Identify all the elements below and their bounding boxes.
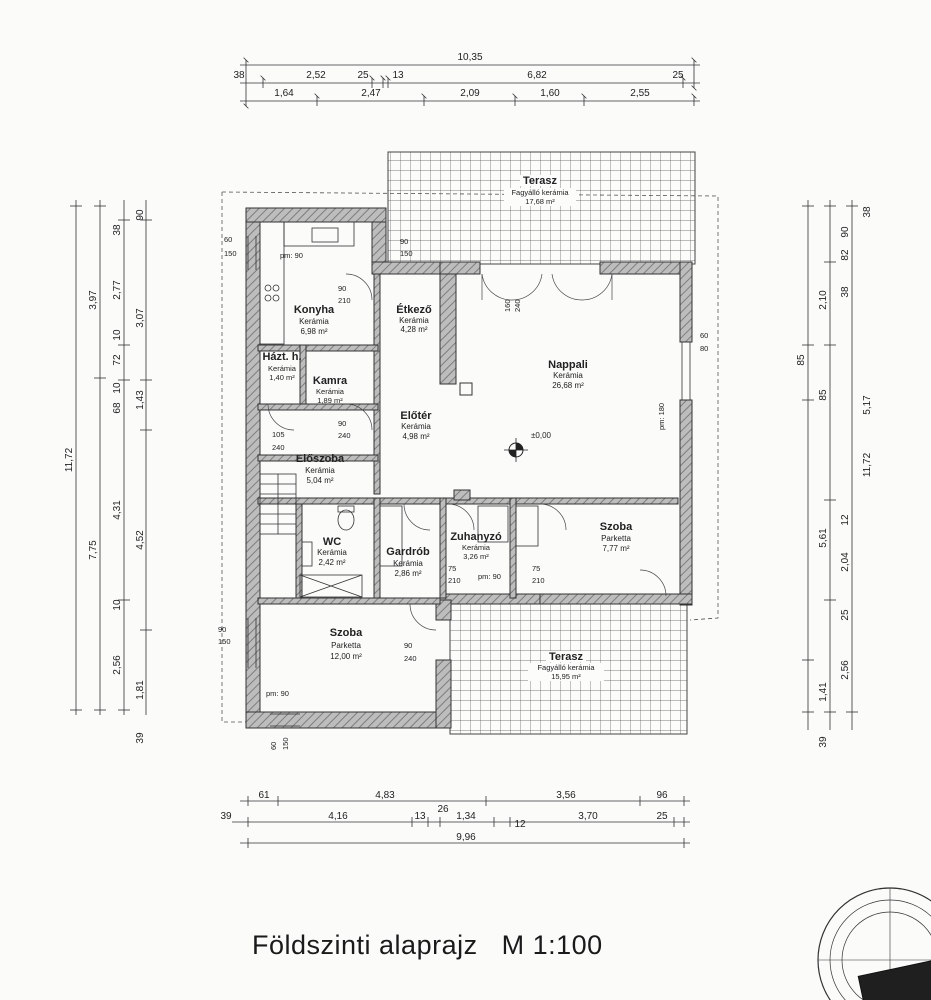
opening-label: 150 <box>281 737 290 750</box>
opening-label: 60 <box>269 741 278 750</box>
dim-label: 1,81 <box>135 680 146 700</box>
svg-text:26,68 m²: 26,68 m² <box>552 381 584 390</box>
opening-label: 210 <box>338 296 351 305</box>
opening-label: 60 <box>224 235 233 244</box>
svg-text:Parketta: Parketta <box>331 641 361 650</box>
dim-right-total: 11,72 <box>862 452 873 478</box>
dim-label: 3,70 <box>578 811 598 822</box>
room-label-nappali <box>548 359 588 390</box>
svg-text:Szoba: Szoba <box>599 521 633 533</box>
svg-text:2,42 m²: 2,42 m² <box>318 558 346 567</box>
dim-label: 96 <box>656 790 668 801</box>
opening-label: 240 <box>272 443 285 452</box>
dim-label: 5,17 <box>862 395 873 415</box>
svg-text:1,40 m²: 1,40 m² <box>269 373 295 382</box>
svg-text:Kamra: Kamra <box>312 375 348 387</box>
dim-bottom-total: 9,96 <box>456 832 476 843</box>
svg-text:Fagyálló kerámia: Fagyálló kerámia <box>537 663 595 672</box>
dim-label: 25 <box>840 609 851 621</box>
svg-text:15,95 m²: 15,95 m² <box>551 672 581 681</box>
svg-text:17,68 m²: 17,68 m² <box>525 197 555 206</box>
svg-text:Terasz: Terasz <box>522 175 558 187</box>
svg-text:Kerámia: Kerámia <box>399 316 429 325</box>
dim-label: 4,16 <box>328 811 348 822</box>
svg-text:3,26 m²: 3,26 m² <box>463 552 489 561</box>
dim-label: 25 <box>672 70 684 81</box>
dim-label: 39 <box>818 736 829 748</box>
opening-label: 90 <box>404 641 413 650</box>
drawing-title: Földszinti alaprajz <box>252 930 478 960</box>
dim-label: 1,34 <box>456 811 476 822</box>
svg-text:Terasz: Terasz <box>548 651 584 663</box>
svg-text:1,89 m²: 1,89 m² <box>317 396 343 405</box>
dim-label: 61 <box>258 790 270 801</box>
dim-label: 1,60 <box>540 88 560 99</box>
dim-label: 25 <box>656 811 668 822</box>
dim-label: 2,09 <box>460 88 480 99</box>
drawing-scale: M 1:100 <box>501 930 603 960</box>
dim-label: 90 <box>840 226 851 238</box>
room-label-szoba-large <box>330 627 363 661</box>
room-label-etkezo <box>396 303 432 334</box>
opening-label: 150 <box>224 249 237 258</box>
level-label: ±0,00 <box>531 431 551 440</box>
opening-label: 90 <box>218 625 227 634</box>
svg-text:Étkező: Étkező <box>396 304 432 316</box>
svg-text:Konyha: Konyha <box>293 304 335 316</box>
svg-text:12,00 m²: 12,00 m² <box>330 652 362 661</box>
svg-text:7,77 m²: 7,77 m² <box>602 544 630 553</box>
dim-label: 38 <box>862 206 873 218</box>
svg-text:Nappali: Nappali <box>548 359 588 371</box>
opening-label: 240 <box>513 299 522 312</box>
room-label-eloter <box>400 410 432 441</box>
dim-label: 10 <box>112 382 123 394</box>
svg-text:Parketta: Parketta <box>601 534 631 543</box>
dim-label: 82 <box>840 249 851 261</box>
dim-label: 3,56 <box>556 790 576 801</box>
dim-label: 25 <box>357 70 369 81</box>
opening-label: 160 <box>503 299 512 312</box>
svg-text:Fagyálló kerámia: Fagyálló kerámia <box>511 188 569 197</box>
dim-label: 10 <box>112 329 123 341</box>
svg-text:Előtér: Előtér <box>400 410 432 422</box>
dim-label: 1,64 <box>274 88 294 99</box>
room-label-szoba-small <box>600 521 633 553</box>
opening-label: 90 <box>338 419 347 428</box>
dim-label: 90 <box>135 209 146 221</box>
dim-label: 12 <box>514 819 526 830</box>
svg-text:Előszoba: Előszoba <box>295 453 345 465</box>
dim-label: 38 <box>112 224 123 236</box>
svg-text:5,04 m²: 5,04 m² <box>306 476 334 485</box>
dim-label: 13 <box>392 70 404 81</box>
svg-text:Gardrób: Gardrób <box>386 546 430 558</box>
opening-label: pm: 180 <box>657 402 666 430</box>
dim-label: 4,52 <box>135 530 146 550</box>
opening-label: 105 <box>272 430 285 439</box>
dim-label: 2,10 <box>818 290 829 310</box>
svg-text:Kerámia: Kerámia <box>317 548 347 557</box>
opening-label: 210 <box>532 576 545 585</box>
svg-text:Házt. h.: Házt. h. <box>262 351 302 363</box>
opening-label: 90 <box>338 284 347 293</box>
dim-label: 39 <box>135 732 146 744</box>
dim-label: 1,41 <box>818 682 829 702</box>
opening-label: 75 <box>532 564 541 573</box>
dim-label: 2,77 <box>112 280 123 300</box>
opening-label: pm: 90 <box>478 572 501 581</box>
dim-label: 6,82 <box>527 70 547 81</box>
svg-text:Kerámia: Kerámia <box>462 543 490 552</box>
dim-label: 72 <box>112 354 123 366</box>
dim-top-total: 10,35 <box>457 52 483 63</box>
dim-label: 2,52 <box>306 70 326 81</box>
dim-label: 39 <box>220 811 232 822</box>
opening-label: 90 <box>400 237 409 246</box>
opening-label: 75 <box>448 564 457 573</box>
svg-text:4,98 m²: 4,98 m² <box>402 432 430 441</box>
dim-label: 13 <box>414 811 426 822</box>
svg-text:2,86 m²: 2,86 m² <box>394 569 422 578</box>
opening-label: 150 <box>218 637 231 646</box>
dim-label: 7,75 <box>88 540 99 560</box>
opening-label: 210 <box>448 576 461 585</box>
dim-label: 2,55 <box>630 88 650 99</box>
dim-label: 85 <box>818 389 829 401</box>
svg-text:Szoba: Szoba <box>329 627 363 639</box>
dim-label: 26 <box>437 804 449 815</box>
dim-label: 38 <box>840 286 851 298</box>
dim-label: 85 <box>796 354 807 366</box>
opening-label: 240 <box>338 431 351 440</box>
opening-label: 240 <box>404 654 417 663</box>
dim-label: 12 <box>840 514 851 526</box>
svg-text:Kerámia: Kerámia <box>299 317 329 326</box>
svg-text:Kerámia: Kerámia <box>401 422 431 431</box>
dim-label: 2,47 <box>361 88 381 99</box>
svg-text:Zuhanyzó: Zuhanyzó <box>450 531 502 543</box>
svg-text:Kerámia: Kerámia <box>305 466 335 475</box>
dim-label: 3,97 <box>88 290 99 310</box>
opening-label: 150 <box>400 249 413 258</box>
opening-label: 80 <box>700 344 709 353</box>
dim-label: 2,56 <box>840 660 851 680</box>
dim-label: 2,04 <box>840 552 851 572</box>
opening-label: pm: 90 <box>266 689 289 698</box>
dim-label: 2,56 <box>112 655 123 675</box>
svg-text:WC: WC <box>322 536 342 548</box>
svg-text:Kerámia: Kerámia <box>553 371 583 380</box>
dim-label: 38 <box>233 70 245 81</box>
dim-label: 68 <box>112 402 123 414</box>
opening-label: pm: 90 <box>280 251 303 260</box>
terrace-top <box>388 152 695 264</box>
dim-label: 10 <box>112 599 123 611</box>
svg-text:4,28 m²: 4,28 m² <box>400 325 428 334</box>
opening-label: 60 <box>700 331 709 340</box>
dim-label: 4,31 <box>112 500 123 520</box>
dim-label: 1,43 <box>135 390 146 410</box>
dim-label: 5,61 <box>818 528 829 548</box>
svg-text:Kerámia: Kerámia <box>268 364 296 373</box>
svg-text:6,98 m²: 6,98 m² <box>300 327 328 336</box>
dim-left-total: 11,72 <box>64 447 75 473</box>
svg-text:Kerámia: Kerámia <box>393 559 423 568</box>
dim-label: 4,83 <box>375 790 395 801</box>
dim-label: 3,07 <box>135 308 146 328</box>
svg-text:Kerámia: Kerámia <box>316 387 344 396</box>
